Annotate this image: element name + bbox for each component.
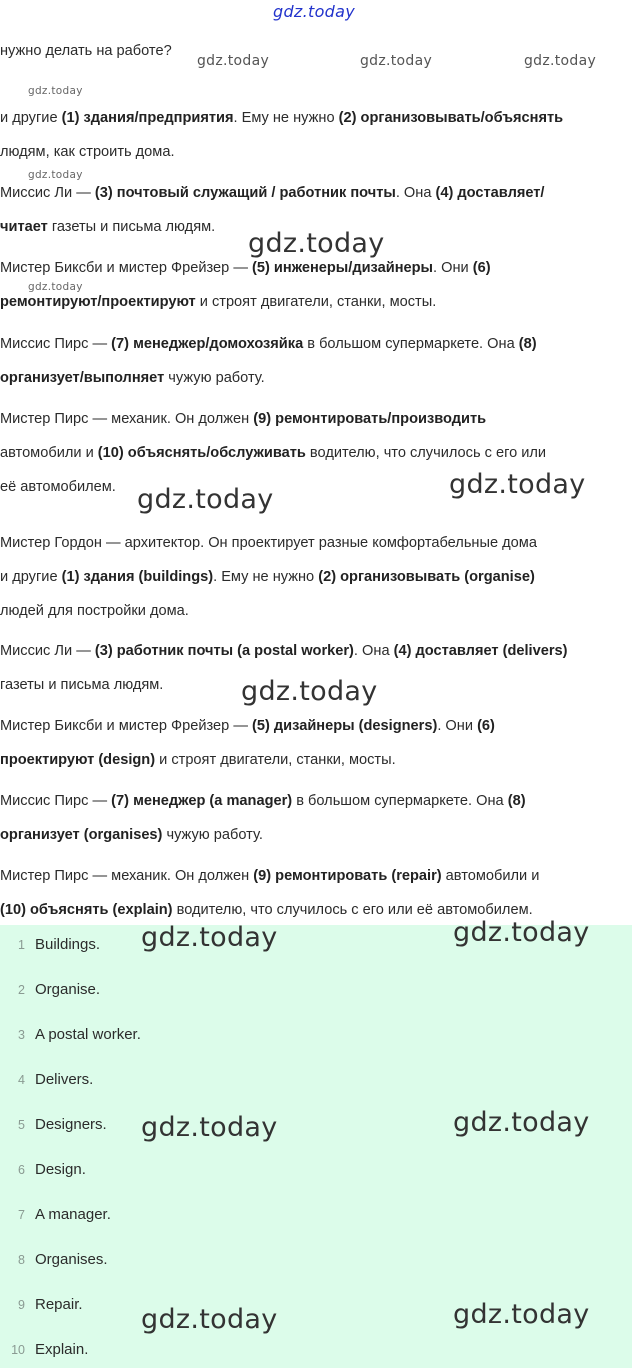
paragraph: Миссис Пирс — (7) менеджер/домохозяйка в большом супермаркете. Она (8) организует/выполняет чужую работу. [0,336,537,386]
paragraph: Мистер Биксби и мистер Фрейзер — (5) инженеры/дизайнеры. Они (6) ремонтируют/проектируют и строят двигатели, станки, мосты. [0,260,491,310]
answer-item: 1 Buildings. [18,936,101,953]
paragraph: Мистер Пирс — механик. Он должен (9) ремонтировать/производить автомобили и (10) объяснять/обслуживать водителю, что случилось с его или её автомобилем. [0,411,547,495]
watermark: gdz.today [449,469,586,500]
watermark: gdz.today [141,922,278,953]
paragraph: Миссис Ли — (3) работник почты (a postal worker). Она (4) доставляет (delivers) газеты и письма людям. [0,643,568,693]
answer-item: 2 Organise. [18,981,101,998]
watermark: gdz.today [28,169,83,181]
answer-item: 9 Repair. [18,1296,83,1313]
watermark: gdz.today [524,53,597,69]
paragraph: Мистер Биксби и мистер Фрейзер — (5) дизайнеры (designers). Они (6) проектируют (design) и строят двигатели, станки, мосты. [0,718,495,768]
answer-item: 8 Organises. [18,1251,108,1268]
answer-item: 4 Delivers. [18,1071,94,1088]
watermark-logo: gdz.today [273,2,355,21]
watermark: gdz.today [141,1304,278,1335]
paragraph: Мистер Пирс — механик. Он должен (9) ремонтировать (repair) автомобили и (10) объяснять (explain) водителю, что случилось с его или её автомобилем. [0,868,540,918]
watermark: gdz.today [360,53,433,69]
answer-item: 6 Design. [18,1161,86,1178]
watermark: gdz.today [137,484,274,515]
answer-item: 7 A manager. [18,1206,111,1223]
watermark: gdz.today [248,228,385,259]
answer-item: 10 Explain. [11,1341,89,1358]
paragraph: Миссис Пирс — (7) менеджер (a manager) в большом супермаркете. Она (8) организует (organises) чужую работу. [0,793,526,843]
paragraph: Мистер Гордон — архитектор. Он проектирует разные комфортабельные дома и другие (1) здания (buildings). Ему не нужно (2) организовывать (organise) людей для постройки дома. [0,535,537,619]
watermark: gdz.today [28,281,83,293]
watermark: gdz.today [241,676,378,707]
answer-item: 3 A postal worker. [18,1026,141,1043]
watermark: gdz.today [453,1299,590,1330]
text-line: нужно делать на работе? [0,43,172,59]
paragraph: Миссис Ли — (3) почтовый служащий / работник почты. Она (4) доставляет/ читает газеты и письма людям. [0,185,545,235]
watermark: gdz.today [453,917,590,948]
watermark: gdz.today [141,1112,278,1143]
answer-item: 5 Designers. [18,1116,107,1133]
watermark: gdz.today [197,53,270,69]
answers-panel [0,917,632,1368]
paragraph: и другие (1) здания/предприятия. Ему не нужно (2) организовывать/объяснять людям, как строить дома. [0,110,564,160]
watermark: gdz.today [28,85,83,97]
watermark: gdz.today [453,1107,590,1138]
